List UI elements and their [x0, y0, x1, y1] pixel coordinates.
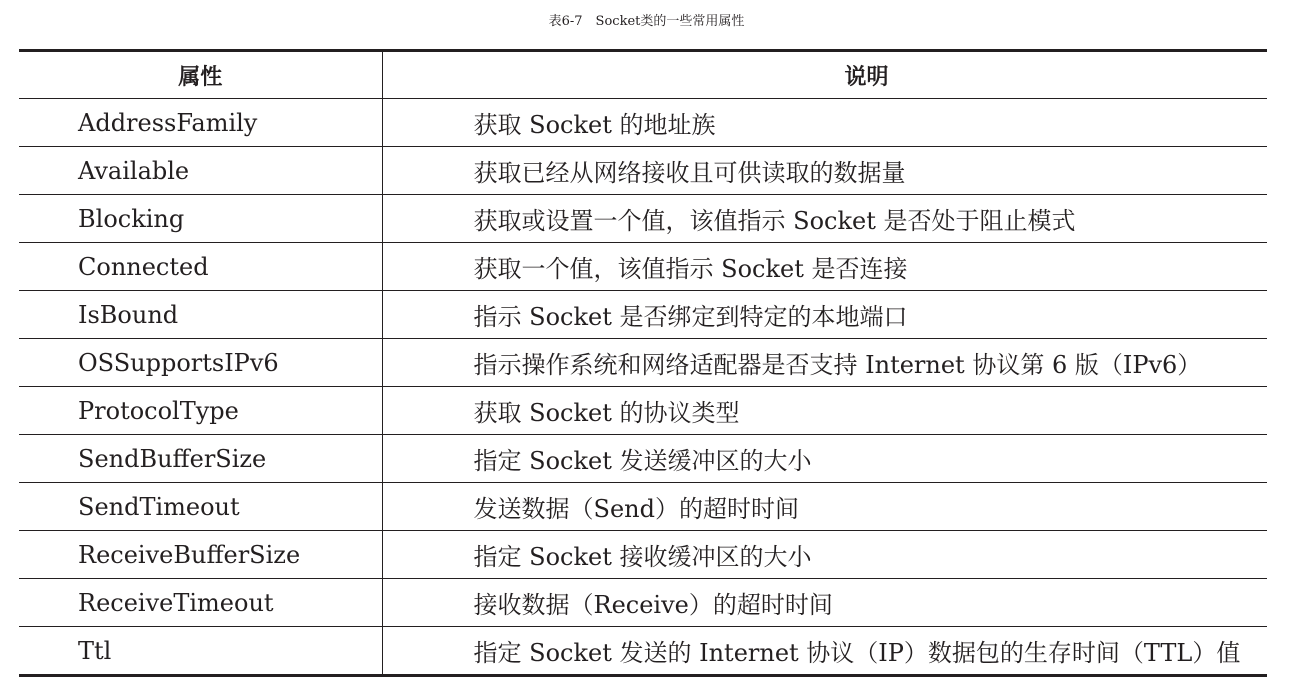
header-description: 说明 [844, 64, 889, 90]
property-description: 指示操作系统和网络适配器是否支持 Internet 协议第 6 版（IPv6） [382, 339, 1267, 387]
property-name: ReceiveTimeout [19, 579, 382, 627]
properties-table-container [19, 49, 1267, 677]
property-description: 获取一个值，该值指示 Socket 是否连接 [382, 243, 1267, 291]
table-row [19, 99, 1267, 147]
table-row [19, 483, 1267, 531]
table-row [19, 147, 1267, 195]
table-row [19, 579, 1267, 627]
property-description: 指定 Socket 接收缓冲区的大小 [382, 531, 1267, 579]
table-row [19, 339, 1267, 387]
property-name: ReceiveBufferSize [19, 531, 382, 579]
socket-properties-table [19, 49, 1267, 677]
property-name: Ttl [19, 627, 382, 676]
property-name: AddressFamily [19, 99, 382, 147]
property-description: 发送数据（Send）的超时时间 [382, 483, 1267, 531]
property-name: Connected [19, 243, 382, 291]
table-row [19, 387, 1267, 435]
header-row [19, 51, 1267, 99]
header-property: 属性 [19, 51, 382, 99]
table-caption: 表6-7 Socket类的一些常用属性 [548, 14, 745, 29]
table-row [19, 291, 1267, 339]
table-body [19, 99, 1267, 676]
property-description: 指示 Socket 是否绑定到特定的本地端口 [382, 291, 1267, 339]
property-description: 指定 Socket 发送的 Internet 协议（IP）数据包的生存时间（TTL）值 [382, 627, 1267, 676]
property-name: OSSupportsIPv6 [19, 339, 382, 387]
property-name: Blocking [19, 195, 382, 243]
property-description: 接收数据（Receive）的超时时间 [382, 579, 1267, 627]
property-name: SendTimeout [19, 483, 382, 531]
property-name: SendBufferSize [19, 435, 382, 483]
table-row [19, 435, 1267, 483]
property-description: 获取或设置一个值，该值指示 Socket 是否处于阻止模式 [382, 195, 1267, 243]
property-description: 获取 Socket 的协议类型 [382, 387, 1267, 435]
table-header [19, 51, 1267, 99]
table-row [19, 243, 1267, 291]
property-description: 获取 Socket 的地址族 [382, 99, 1267, 147]
table-row [19, 627, 1267, 676]
property-name: Available [19, 147, 382, 195]
property-description: 指定 Socket 发送缓冲区的大小 [382, 435, 1267, 483]
property-name: IsBound [19, 291, 382, 339]
property-name: ProtocolType [19, 387, 382, 435]
property-description: 获取已经从网络接收且可供读取的数据量 [382, 147, 1267, 195]
table-row [19, 531, 1267, 579]
table-row [19, 195, 1267, 243]
